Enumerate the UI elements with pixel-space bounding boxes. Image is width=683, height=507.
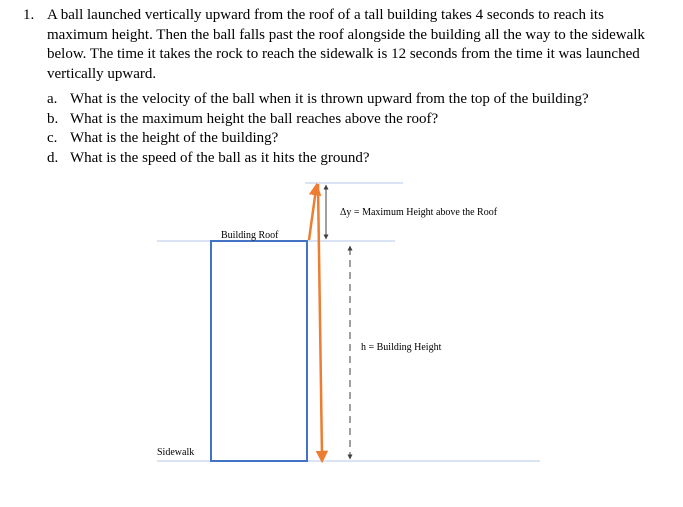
sidewalk-label: Sidewalk: [157, 447, 195, 458]
building-roof-label: Building Roof: [221, 230, 279, 241]
sub-question-text: What is the velocity of the ball when it is thrown upward from the top of the building?: [70, 91, 589, 107]
building-height-label: h = Building Height: [361, 342, 442, 353]
max-height-label: Δy = Maximum Height above the Roof: [340, 207, 498, 218]
sub-question-text: What is the speed of the ball as it hits the ground?: [70, 149, 370, 166]
sub-question-letter: b.: [47, 110, 59, 127]
building: [211, 241, 307, 461]
problem-number: 1.: [23, 7, 35, 23]
sub-question-text: What is the maximum height the ball reaches above the roof?: [70, 110, 439, 127]
sub-question-letter: d.: [47, 149, 59, 166]
problem-statement: A ball launched vertically upward from the roof of a tall building takes 4 seconds to reach its maximum height. Then the ball falls past the roof alongside the building all the way to the sidewalk below. The time it takes the rock to reach the sidewalk is 12 seconds from the time it was launched vertically upward.: [47, 7, 645, 82]
sub-question-letter: c.: [47, 130, 58, 146]
downward-trajectory-arrow: [318, 184, 322, 457]
sub-question-letter: a.: [47, 91, 58, 107]
sub-question-text: What is the height of the building?: [70, 130, 279, 146]
upward-trajectory-arrow: [309, 189, 316, 240]
